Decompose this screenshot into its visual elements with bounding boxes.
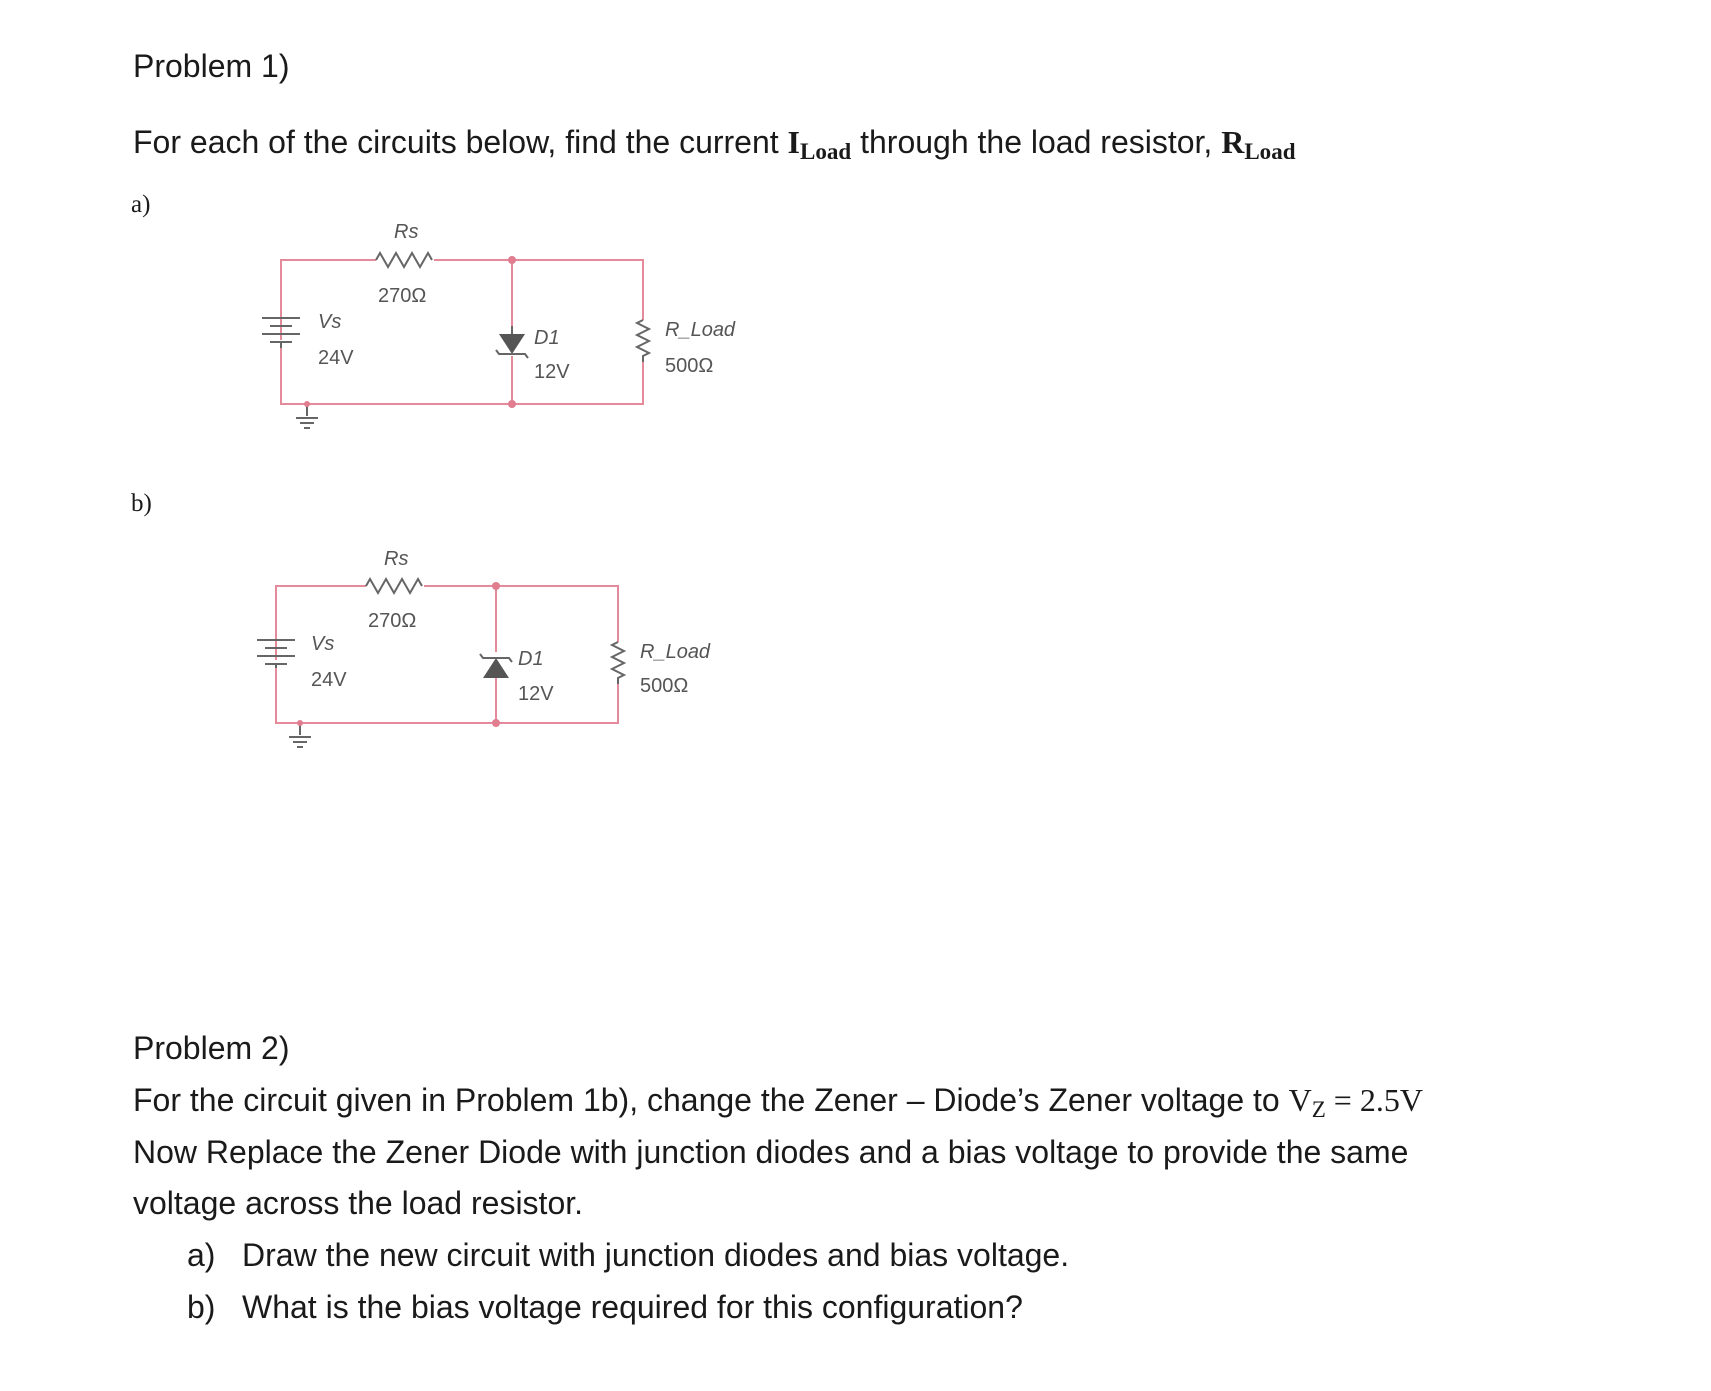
problem2-line2: Now Replace the Zener Diode with junction diodes and a bias voltage to provide the same [133, 1134, 1409, 1170]
d1-name-label-a: D1 [534, 327, 560, 349]
rload-value-label-a: 500Ω [665, 355, 714, 377]
intro-text-pre: For each of the circuits below, find the current [133, 124, 788, 160]
current-symbol: $I_{Load}$ [787, 124, 852, 165]
d1-name-label-b: D1 [518, 648, 544, 670]
problem2-title: Problem 2) [133, 1030, 290, 1066]
rs-value-label-b: 270Ω [368, 610, 417, 632]
ground-symbol-b [289, 723, 311, 747]
resistor-rs-symbol-b [366, 579, 422, 593]
problem2-item-a-text: Draw the new circuit with junction diodes and bias voltage. [242, 1237, 1070, 1273]
problem2-item-b-marker: b) [187, 1289, 216, 1325]
problem2-line1 [133, 1082, 1423, 1123]
rs-value-label-a: 270Ω [378, 285, 427, 307]
part-b-label: b) [131, 490, 152, 517]
problem2-item-b-text: What is the bias voltage required for this configuration? [242, 1289, 1023, 1325]
zener-voltage-expression: $V_Z = 2.5V$ [1288, 1082, 1423, 1123]
vs-name-label-b: Vs [311, 633, 335, 655]
problem2-item-a-marker: a) [187, 1237, 216, 1273]
problem2-line3: voltage across the load resistor. [133, 1185, 584, 1221]
resistor-symbol: $R_{Load}$ [1221, 124, 1296, 165]
d1-value-label-a: 12V [534, 361, 570, 383]
vs-name-label-a: Vs [318, 311, 342, 333]
rs-name-label-b: Rs [384, 548, 409, 570]
vs-value-label-b: 24V [311, 669, 347, 691]
zener-diode-d1-symbol-b [480, 654, 512, 678]
node-dot [492, 719, 500, 727]
resistor-rload-symbol-b [612, 642, 624, 684]
d1-value-label-b: 12V [518, 683, 554, 705]
intro-text-mid: through the load resistor, [851, 124, 1222, 160]
node-dot [297, 720, 303, 726]
part-a-label: a) [131, 191, 151, 218]
vs-value-label-a: 24V [318, 347, 354, 369]
rload-name-label-a: R_Load [665, 319, 736, 341]
rs-name-label-a: Rs [394, 221, 419, 243]
rload-name-label-b: R_Load [640, 641, 711, 663]
problem1-title: Problem 1) [133, 48, 290, 84]
problem2-line1-text: For the circuit given in Problem 1b), change the Zener – Diode’s Zener voltage to [133, 1082, 1289, 1118]
node-dot [492, 582, 500, 590]
rload-value-label-b: 500Ω [640, 675, 689, 697]
